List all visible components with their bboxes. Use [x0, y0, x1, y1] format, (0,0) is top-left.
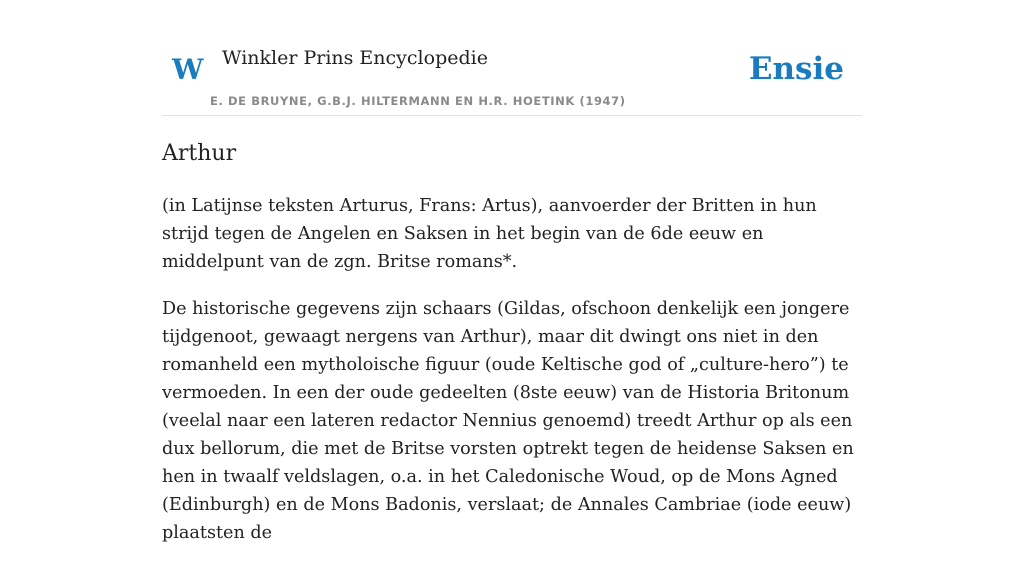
encyclopedia-header [162, 40, 862, 116]
article-title: Arthur [162, 141, 237, 166]
winkler-prins-logo-icon[interactable]: W [172, 53, 204, 86]
publication-authors: E. DE BRUYNE, G.B.J. HILTERMANN EN H.R. HOETINK (1947) [210, 94, 626, 108]
article-paragraph: De historische gegevens zijn schaars (Gildas, ofschoon denkelijk een jongere tijdgenoot, gewaagt nergens van Arthur), maar dit dwingt ons niet in den romanheld een mytholoische figuur (oude Keltische god of „culture-hero”) te vermoeden. In een der oude gedeelten (8ste eeuw) van de Historia Britonum (veelal naar een lateren redactor Nennius genoemd) treedt Arthur op als een dux bellorum, die met de Britse vorsten optrekt tegen de heidense Saksen en hen in twaalf veldslagen, o.a. in het Caledonische Woud, op de Mons Agned (Edinburgh) en de Mons Badonis, verslaat; de Annales Cambriae (iode eeuw) plaatsten de [162, 299, 854, 543]
publication-title[interactable]: Winkler Prins Encyclopedie [222, 47, 488, 69]
article-body [162, 192, 862, 566]
article-paragraph: (in Latijnse teksten Arturus, Frans: Artus), aanvoerder der Britten in hun strijd tegen de Angelen en Saksen in het begin van de 6de eeuw en middelpunt van de zgn. Britse romans*. [162, 196, 817, 272]
ensie-logo-link[interactable]: Ensie [748, 51, 844, 87]
